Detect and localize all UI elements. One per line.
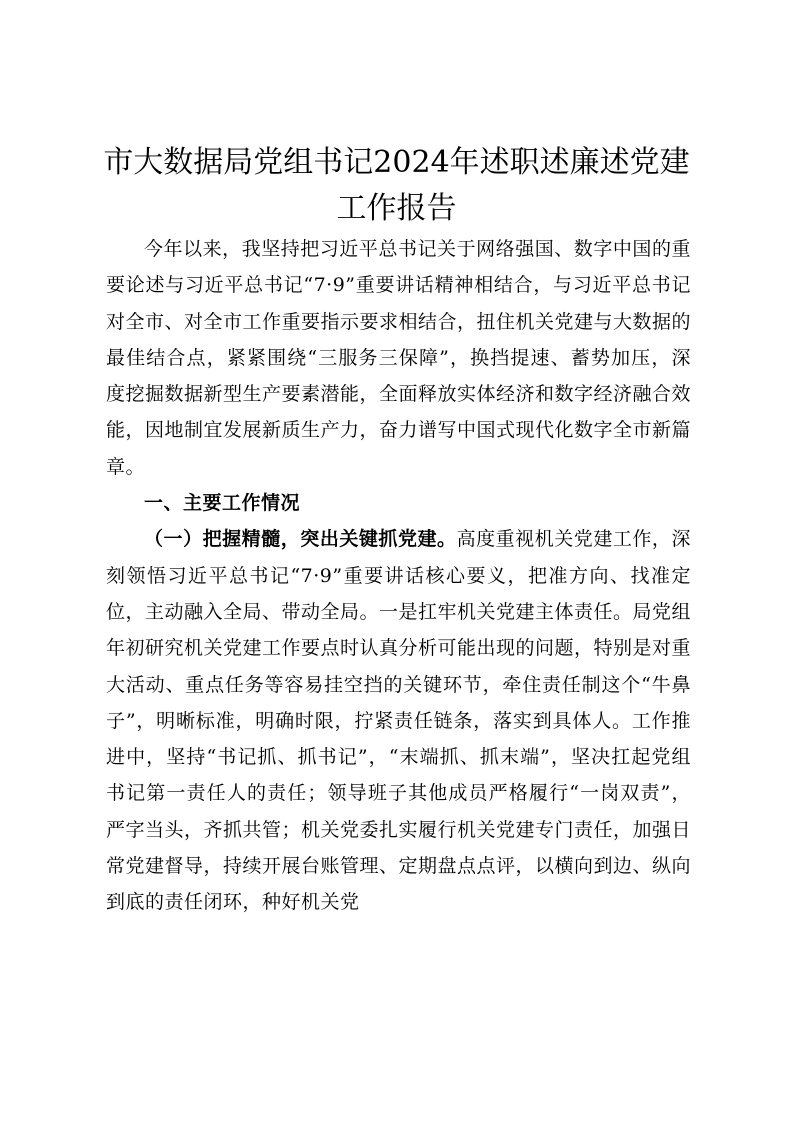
subsection-body-1: 高度重视机关党建工作，深刻领悟习近平总书记“7·9”重要讲话核心要义，把准方向、找准定位，主动融入全局、带动全局。一是扛牢机关党建主体责任。局党组年初研究机关党建工作要点时认真分析可能出现的问题，特别是对重大活动、重点任务等容易挂空挡的关键环节，牵住责任制这个“牛鼻子”，明晰标准，明确时限，拧紧责任链条，落实到具体人。工作推进中，坚持“书记抓、抓书记”，“末端抓、抓末端”，坚决扛起党组书记第一责任人的责任；领导班子其他成员严格履行“一岗双责”，严字当头，齐抓共管；机关党委扎实履行机关党建专门责任，加强日常党建督导，持续开展台账管理、定期盘点点评，以横向到边、纵向到底的责任闭环，种好机关党 xyxy=(106,528,692,914)
document-body xyxy=(106,231,691,921)
document-title xyxy=(100,140,693,232)
intro-paragraph: 今年以来，我坚持把习近平总书记关于网络强国、数字中国的重要论述与习近平总书记“7·9”重要讲话精神相结合，与习近平总书记对全市、对全市工作重要指示要求相结合，扭住机关党建与大数据的最佳结合点，紧紧围绕“三服务三保障”，换挡提速、蓄势加压，深度挖掘数据新型生产要素潜能，全面释放实体经济和数字经济融合效能，因地制宜发展新质生产力，奋力谱写中国式现代化数字全市新篇章。 xyxy=(106,238,692,478)
section-heading-1: 一、主要工作情况 xyxy=(144,492,301,515)
document-title-line-2: 工作报告 xyxy=(336,191,457,226)
document-title-line-1: 市大数据局党组书记2024年述职述廉述党建 xyxy=(103,145,690,180)
subsection-lead-1: （一）把握精髓，突出关键抓党建。 xyxy=(144,528,457,551)
subsection-paragraph-1 xyxy=(106,521,691,920)
